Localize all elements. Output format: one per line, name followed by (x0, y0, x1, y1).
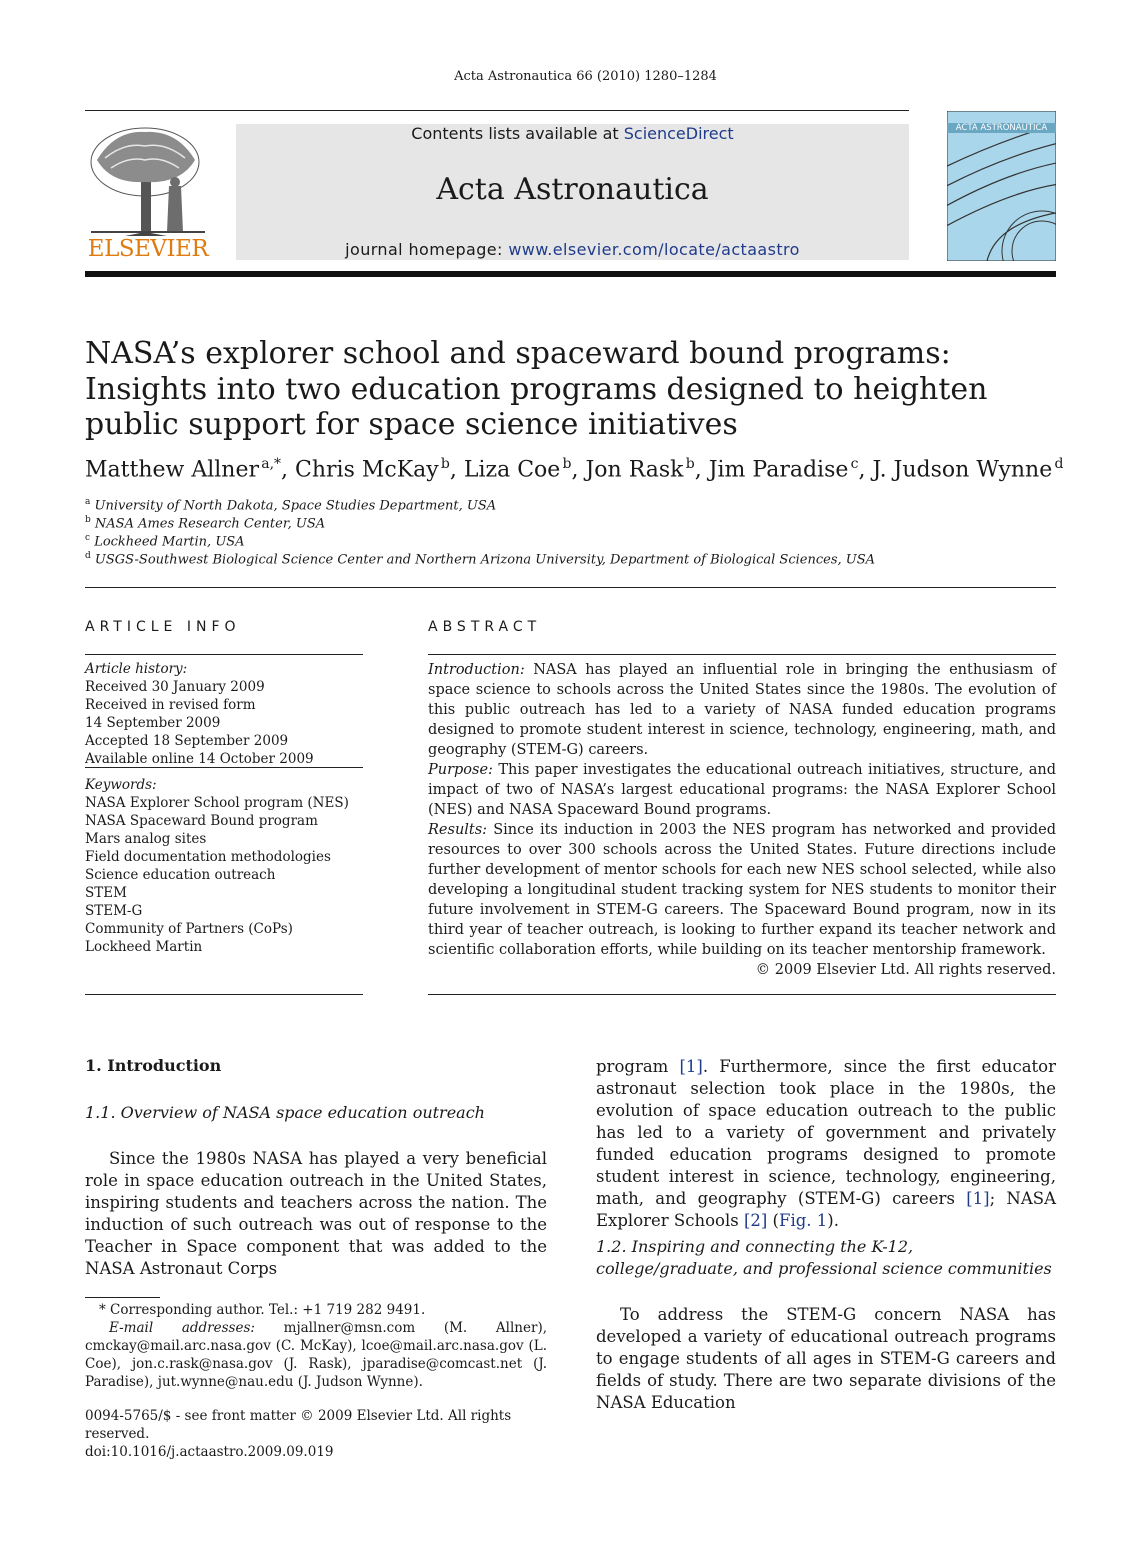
affiliation-mark: a (85, 497, 91, 507)
sciencedirect-link[interactable]: ScienceDirect (623, 124, 734, 143)
journal-banner (236, 124, 909, 260)
abstract-purpose-text: This paper investigates the educational outreach initiatives, structure, and impact of two of NASA’s largest educational programs: the NASA Explorer School (NES) and NASA Spaceward Bound programs. (428, 762, 1056, 818)
article-info-heading: ARTICLE INFO (85, 619, 241, 635)
author-name[interactable]: Jim Paradise (708, 457, 849, 483)
affiliation-d (85, 551, 875, 567)
body-paragraph (596, 1056, 1056, 1232)
history-item: Available online 14 October 2009 (85, 751, 314, 767)
header-rule (85, 110, 909, 111)
abstract-introduction (428, 660, 1056, 760)
author-affil-mark: a,* (261, 456, 282, 472)
affiliation-text: Lockheed Martin, USA (94, 534, 245, 550)
author-name[interactable]: Matthew Allner (85, 457, 260, 483)
email-label: E-mail addresses: (109, 1320, 255, 1336)
keyword-item: NASA Explorer School program (NES) (85, 795, 349, 811)
keywords-block (85, 776, 365, 956)
keyword-item: STEM (85, 885, 127, 901)
contents-line (236, 124, 909, 143)
history-item: Received 30 January 2009 (85, 679, 265, 695)
keyword-item: NASA Spaceward Bound program (85, 813, 318, 829)
cover-orbits-icon (947, 111, 1056, 261)
keyword-item: Lockheed Martin (85, 939, 203, 955)
journal-cover[interactable] (947, 111, 1056, 261)
affiliation-mark: d (85, 551, 91, 561)
affiliation-a (85, 497, 496, 513)
body-paragraph: Since the 1980s NASA has played a very beneficial role in space education outreach in the United States, inspiring students and teachers across the nation. The induction of such outreach was out of response to the Teacher in Space component that was added to the NASA Astronaut Corps (85, 1149, 547, 1278)
affiliation-text: USGS-Southwest Biological Science Center and Northern Arizona University, Department of Biological Sciences, USA (94, 552, 876, 568)
author-name[interactable]: Liza Coe (463, 457, 561, 483)
abstract-purpose-label: Purpose: (428, 762, 493, 778)
keyword-item: Mars analog sites (85, 831, 207, 847)
author-name[interactable]: Jon Rask (585, 457, 684, 483)
history-item: Accepted 18 September 2009 (85, 733, 289, 749)
abstract-copyright: © 2009 Elsevier Ltd. All rights reserved. (755, 962, 1056, 978)
abstract-results-label: Results: (428, 822, 488, 838)
article-title: NASA’s explorer school and spaceward bound programs: Insights into two education programs designed to heighten public support for space science initiatives (85, 336, 988, 442)
elsevier-wordmark: ELSEVIER (87, 236, 209, 262)
section-heading: 1. Introduction (85, 1056, 222, 1075)
affiliation-mark: c (85, 533, 91, 543)
history-label: Article history: (85, 661, 188, 677)
cover-title: ACTA ASTRONAUTICA (947, 123, 1056, 133)
abstract-results (428, 820, 1056, 960)
footnote-rule (85, 1297, 160, 1298)
author-affil-mark: c (850, 456, 859, 472)
reference-link[interactable]: [2] (743, 1211, 768, 1230)
abstract-results-text: Since its induction in 2003 the NES program has networked and provided resources to over 300 schools across the United States. Future directions include further development of mentor schools for each new NES school selected, while also developing a longitudinal student tracking system for NES students to monitor their future involvement in STEM-G careers. The Spaceward Bound program, now in its third year of teacher outreach, is looking to further expand its teacher network and scientific collaboration efforts, while building on its teacher mentorship framework. (428, 822, 1056, 958)
author-affil-mark: b (562, 456, 572, 472)
author-list: Matthew Allner $^{a,*}$, Chris McKay $^b$, Liza Coe $^b$, Jon Rask $^b$, Jim Paradise $^c$, J. Judson Wynne $^d$ (85, 456, 1064, 483)
homepage-line (236, 240, 909, 259)
abstract-rule (428, 654, 1056, 655)
abstract-bottom-rule (428, 994, 1056, 995)
article-info-rule (85, 654, 363, 655)
history-item: Received in revised form (85, 697, 256, 713)
keywords-label: Keywords: (85, 777, 157, 793)
contents-prefix: Contents lists available at (411, 124, 624, 143)
paragraph-text: ). (827, 1211, 839, 1230)
affiliation-text: NASA Ames Research Center, USA (94, 516, 326, 532)
journal-citation: Acta Astronautica 66 (2010) 1280–1284 (454, 69, 717, 84)
abstract-body (428, 660, 1056, 980)
affiliation-c (85, 533, 245, 549)
front-matter-line: 0094-5765/$ - see front matter © 2009 Elsevier Ltd. All rights reserved. (85, 1408, 512, 1442)
abstract-intro-label: Introduction: (428, 662, 525, 678)
journal-title: Acta Astronautica (436, 172, 709, 207)
affiliation-rule (85, 587, 1056, 588)
keyword-item: Science education outreach (85, 867, 276, 883)
front-matter (85, 1407, 547, 1461)
history-item: 14 September 2009 (85, 715, 221, 731)
abstract-intro-text: NASA has played an influential role in bringing the enthusiasm of space science to schools across the United States since the 1980s. The evolution of this public outreach has led to a variety of NASA funded education programs designed to promote student interest in science, technology, engineering, math, and geography (STEM-G) careers. (428, 662, 1056, 758)
subsection-heading: 1.2. Inspiring and connecting the K-12, college/graduate, and professional science communities (596, 1237, 1052, 1278)
author-affil-mark: b (685, 456, 695, 472)
affiliation-b (85, 515, 325, 531)
paragraph-text: ; NASA Explorer Schools (596, 1189, 1056, 1230)
keyword-item: Field documentation methodologies (85, 849, 331, 865)
abstract-purpose (428, 760, 1056, 820)
history-rule (85, 767, 363, 768)
reference-link[interactable]: [1] (679, 1057, 703, 1076)
elsevier-logo[interactable] (85, 124, 211, 262)
paragraph-text: ( (767, 1211, 779, 1230)
header-thick-rule (85, 271, 1056, 277)
keyword-item: STEM-G (85, 903, 143, 919)
author-affil-mark: d (1054, 456, 1064, 472)
author-name[interactable]: J. Judson Wynne (872, 457, 1053, 483)
figure-link[interactable]: Fig. 1 (779, 1211, 828, 1230)
keyword-item: Community of Partners (CoPs) (85, 921, 293, 937)
corresponding-author: * Corresponding author. Tel.: +1 719 282 9491. (99, 1302, 426, 1318)
affiliation-mark: b (85, 515, 91, 525)
doi-line[interactable]: doi:10.1016/j.actaastro.2009.09.019 (85, 1444, 334, 1460)
author-name[interactable]: Chris McKay (295, 457, 439, 483)
paragraph-text: program (596, 1057, 680, 1076)
homepage-link[interactable]: www.elsevier.com/locate/actaastro (508, 240, 800, 259)
footnote (85, 1301, 547, 1391)
abstract-heading: ABSTRACT (428, 619, 542, 635)
homepage-prefix: journal homepage: (345, 240, 509, 259)
article-history (85, 660, 365, 768)
email-text: mjallner@msn.com (M. Allner), cmckay@mail.arc.nasa.gov (C. McKay), lcoe@mail.arc.nasa.gov (L. Coe), jon.c.rask@nasa.gov (J. Rask), jparadise@comcast.net (J. Paradise), jut.wynne@nau.edu (J. Judson Wynne). (85, 1320, 547, 1390)
affiliation-text: University of North Dakota, Space Studies Department, USA (94, 498, 497, 514)
email-addresses (85, 1319, 547, 1391)
author-affil-mark: b (440, 456, 450, 472)
paragraph-text: . Furthermore, since the first educator astronaut selection took place in the 1980s, the evolution of space education outreach to the public has led to a variety of government and privately funded education programs designed to promote student interest in science, technology, engineering, math, and geography (STEM-G) careers (596, 1057, 1057, 1208)
article-info-bottom-rule (85, 994, 363, 995)
reference-link[interactable]: [1] (966, 1189, 990, 1208)
body-paragraph: To address the STEM-G concern NASA has developed a variety of educational outreach programs to engage students of all ages in STEM-G careers and fields of study. There are two separate divisions of the NASA Education (596, 1305, 1056, 1412)
subsection-heading: 1.1. Overview of NASA space education outreach (85, 1103, 485, 1122)
